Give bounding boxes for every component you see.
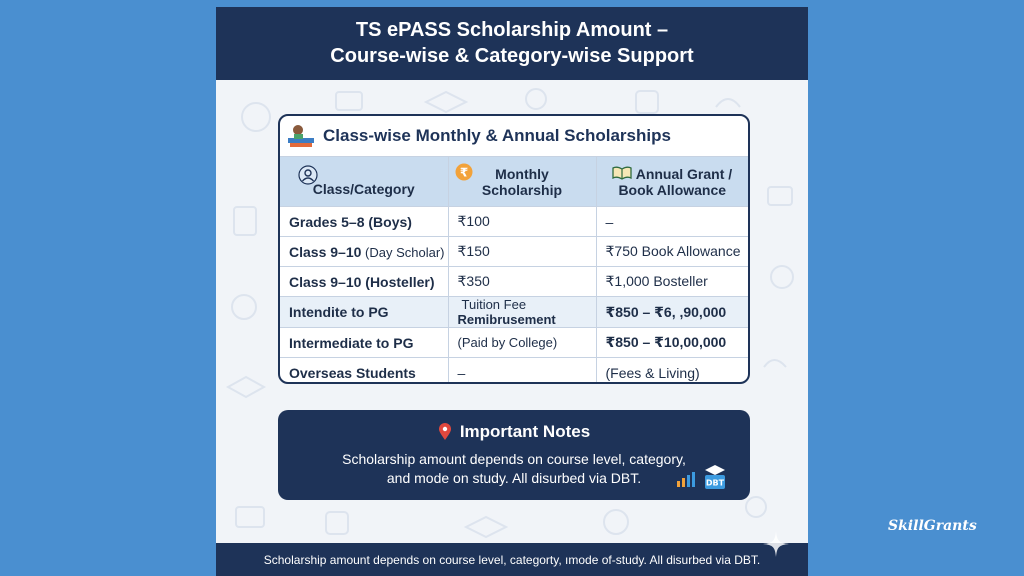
column-header-annual bbox=[596, 157, 748, 207]
notes-heading bbox=[278, 422, 750, 442]
monthly-cell: Tuition Fee Remibrusement bbox=[448, 297, 596, 328]
title-line-1: TS ePASS Scholarship Amount – bbox=[355, 19, 669, 41]
notes-text: Scholarship amount depends on course level, category, and mode on study. All disurbed via DBT. bbox=[342, 451, 686, 486]
category-cell: Class 9–10 (Day Scholar) bbox=[280, 237, 448, 267]
title-line-2: Course-wise & Category-wise Support bbox=[330, 45, 694, 67]
footer-text: Scholarship amount depends on course level, categorty, ımode of-study. All disurbed via DBT. bbox=[263, 552, 761, 567]
column-label-line-2: Book Allowance bbox=[618, 181, 727, 198]
column-label-line-1: Monthly bbox=[495, 165, 549, 182]
column-label-line-2: Scholarship bbox=[481, 181, 563, 198]
important-notes-box bbox=[278, 410, 750, 500]
location-pin-icon bbox=[438, 423, 452, 441]
monthly-cell: ₹350 bbox=[448, 267, 596, 297]
column-header-monthly bbox=[448, 157, 596, 207]
annual-cell: ₹750 Book Allowance bbox=[596, 237, 748, 267]
category-cell: Intendite to PG bbox=[280, 297, 448, 328]
panel-heading bbox=[280, 116, 748, 156]
infographic-card bbox=[216, 7, 808, 576]
notes-icons bbox=[676, 464, 726, 490]
monthly-cell: ₹150 bbox=[448, 237, 596, 267]
rupee-coin-icon bbox=[455, 163, 473, 181]
table-row bbox=[280, 207, 748, 237]
table-row bbox=[280, 297, 748, 328]
scholarship-table-panel bbox=[278, 114, 750, 384]
table-row bbox=[280, 358, 748, 385]
category-cell: Overseas Students bbox=[280, 358, 448, 385]
notes-title-text: Important Notes bbox=[459, 422, 591, 441]
page-title bbox=[216, 7, 808, 80]
annual-cell: ₹1,000 Bosteller bbox=[596, 267, 748, 297]
scholarship-table bbox=[280, 156, 748, 384]
column-header-class-category bbox=[280, 157, 448, 207]
column-label: Class/Category bbox=[312, 180, 415, 197]
dbt-graduation-badge-icon bbox=[704, 464, 726, 490]
svg-text:₹: ₹ bbox=[459, 165, 468, 180]
sparkle-icon bbox=[762, 530, 790, 558]
annual-cell: ₹850 – ₹10,00,000 bbox=[596, 328, 748, 358]
category-cell: Intermediate to PG bbox=[280, 328, 448, 358]
annual-cell: (Fees & Living) bbox=[596, 358, 748, 385]
table-row bbox=[280, 237, 748, 267]
books-icon bbox=[286, 124, 316, 148]
footer-banner bbox=[216, 543, 808, 576]
panel-title-text: Class-wise Monthly & Annual Scholarships bbox=[323, 126, 671, 145]
category-note: (Day Scholar) bbox=[361, 244, 445, 260]
monthly-cell: (Paid by College) bbox=[448, 328, 596, 358]
table-header-row bbox=[280, 157, 748, 207]
annual-cell: ₹850 – ₹6, ,90,000 bbox=[596, 297, 748, 328]
person-icon bbox=[298, 165, 318, 185]
monthly-cell: ₹100 bbox=[448, 207, 596, 237]
category-cell: Class 9–10 (Hosteller) bbox=[280, 267, 448, 297]
brand-logo-text: SkillGrants bbox=[888, 518, 977, 534]
annual-cell: – bbox=[596, 207, 748, 237]
open-book-icon bbox=[612, 166, 632, 180]
dbt-badge-label: DBT bbox=[705, 478, 725, 488]
monthly-cell: – bbox=[448, 358, 596, 385]
column-label-line-1: Annual Grant / bbox=[597, 166, 749, 182]
bar-chart-icon bbox=[676, 470, 696, 488]
table-row bbox=[280, 267, 748, 297]
table-row bbox=[280, 328, 748, 358]
category-cell: Grades 5–8 (Boys) bbox=[280, 207, 448, 237]
